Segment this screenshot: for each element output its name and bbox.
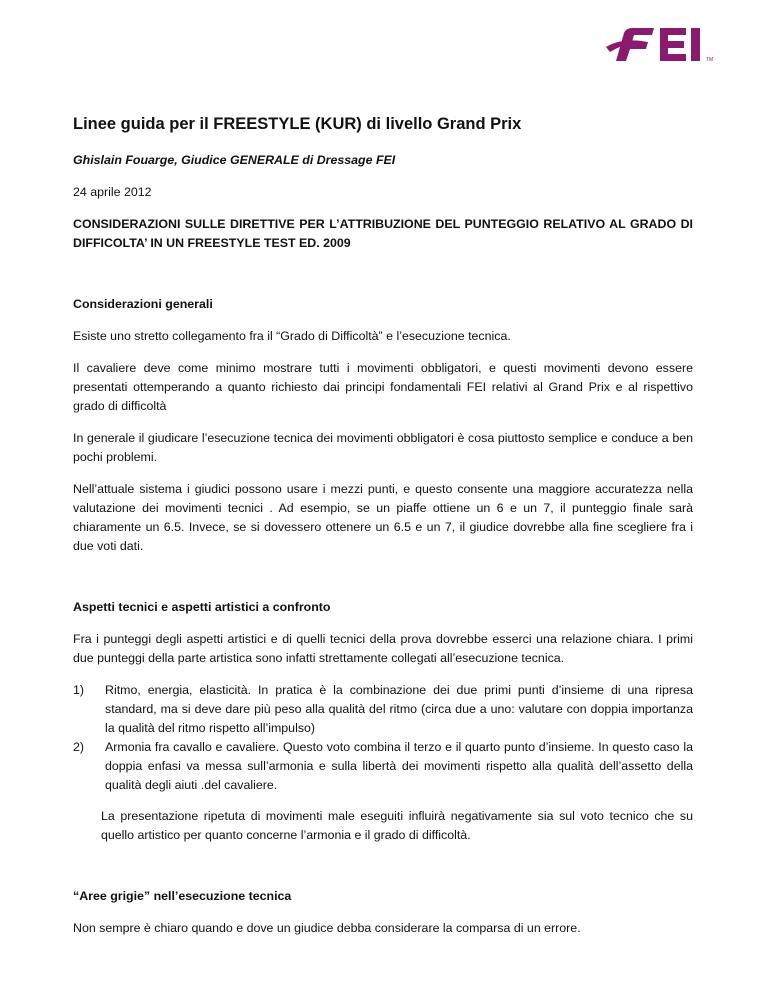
list-item: 2) Armonia fra cavallo e cavaliere. Questo voto combina il terzo e il quarto punto d’insieme. In questo caso la doppia enfasi va messa sull’armonia e sulla libertà dei movimenti rispetto alla qualità dell’assetto della qualità degli aiuti .del cavaliere. (73, 740, 693, 792)
section-heading: Considerazioni generali (73, 297, 213, 311)
paragraph: Nell’attuale sistema i giudici possono usare i mezzi punti, e questo consente una maggiore accuratezza nella valutazione dei movimenti tecnici . Ad esempio, se un piaffe ottiene un 6 e un 7, il punteggio finale sarà chiaramente un 6.5. Invece, se si dovessero ottenere un 6.5 e un 7, il giudice dovrebbe alla fine scegliere fra i due voti dati. (73, 482, 693, 553)
doc-date: 24 aprile 2012 (73, 185, 152, 199)
paragraph: Il cavaliere deve come minimo mostrare tutti i movimenti obbligatori, e questi movimenti devono essere presentati ottemperando a quanto richiesto dai principi fondamentali FEI relativi al Grand Prix e al rispettivo grado di difficoltà (73, 361, 693, 413)
section-heading: “Aree grigie” nell’esecuzione tecnica (73, 889, 292, 903)
paragraph: Esiste uno stretto collegamento fra il “Grado di Difficoltà” e l’esecuzione tecnica. (73, 329, 511, 343)
trademark-text: TM (706, 57, 714, 63)
numbered-list (73, 681, 693, 795)
doc-title: Linee guida per il FREESTYLE (KUR) di livello Grand Prix (73, 115, 522, 133)
section-aspetti-tecnici (73, 598, 693, 845)
paragraph: Fra i punteggi degli aspetti artistici e di quelli tecnici della prova dovrebbe esserci una relazione chiara. I primi due punteggi della parte artistica sono infatti strettamente collegati all’esecuzione tecnica. (73, 632, 693, 665)
section-heading: Aspetti tecnici e aspetti artistici a confronto (73, 600, 331, 614)
fei-logo (602, 25, 742, 65)
list-number: 1) (73, 683, 85, 697)
paragraph: In generale il giudicare l’esecuzione tecnica dei movimenti obbligatori è cosa piuttosto semplice e conduce a ben pochi problemi. (73, 431, 693, 464)
list-number: 2) (73, 740, 85, 754)
document-body (73, 113, 693, 951)
section-aree-grigie (73, 887, 693, 938)
paragraph: Non sempre è chiaro quando e dove un giudice debba considerare la comparsa di un errore. (73, 921, 581, 935)
section-considerazioni-generali (73, 295, 693, 556)
list-item: 1) Ritmo, energia, elasticità. In pratica è la combinazione dei due primi punti d’insieme di una ripresa standard, ma si deve dare più peso alla qualità del ritmo (circa due a uno: valutare con doppia importanza la qualità del ritmo rispetto all’impulso) (73, 683, 693, 735)
doc-author: Ghislain Fouarge, Giudice GENERALE di Dressage FEI (73, 153, 396, 167)
paragraph: La presentazione ripetuta di movimenti male eseguiti influirà negativamente sia sul voto tecnico che su quello artistico per quanto concerne l’armonia e il grado di difficoltà. (101, 809, 693, 842)
doc-heading: CONSIDERAZIONI SULLE DIRETTIVE PER L’ATTRIBUZIONE DEL PUNTEGGIO RELATIVO AL GRADO DI DIFFICOLTA’ IN UN FREESTYLE TEST ED. 2009 (73, 217, 693, 250)
